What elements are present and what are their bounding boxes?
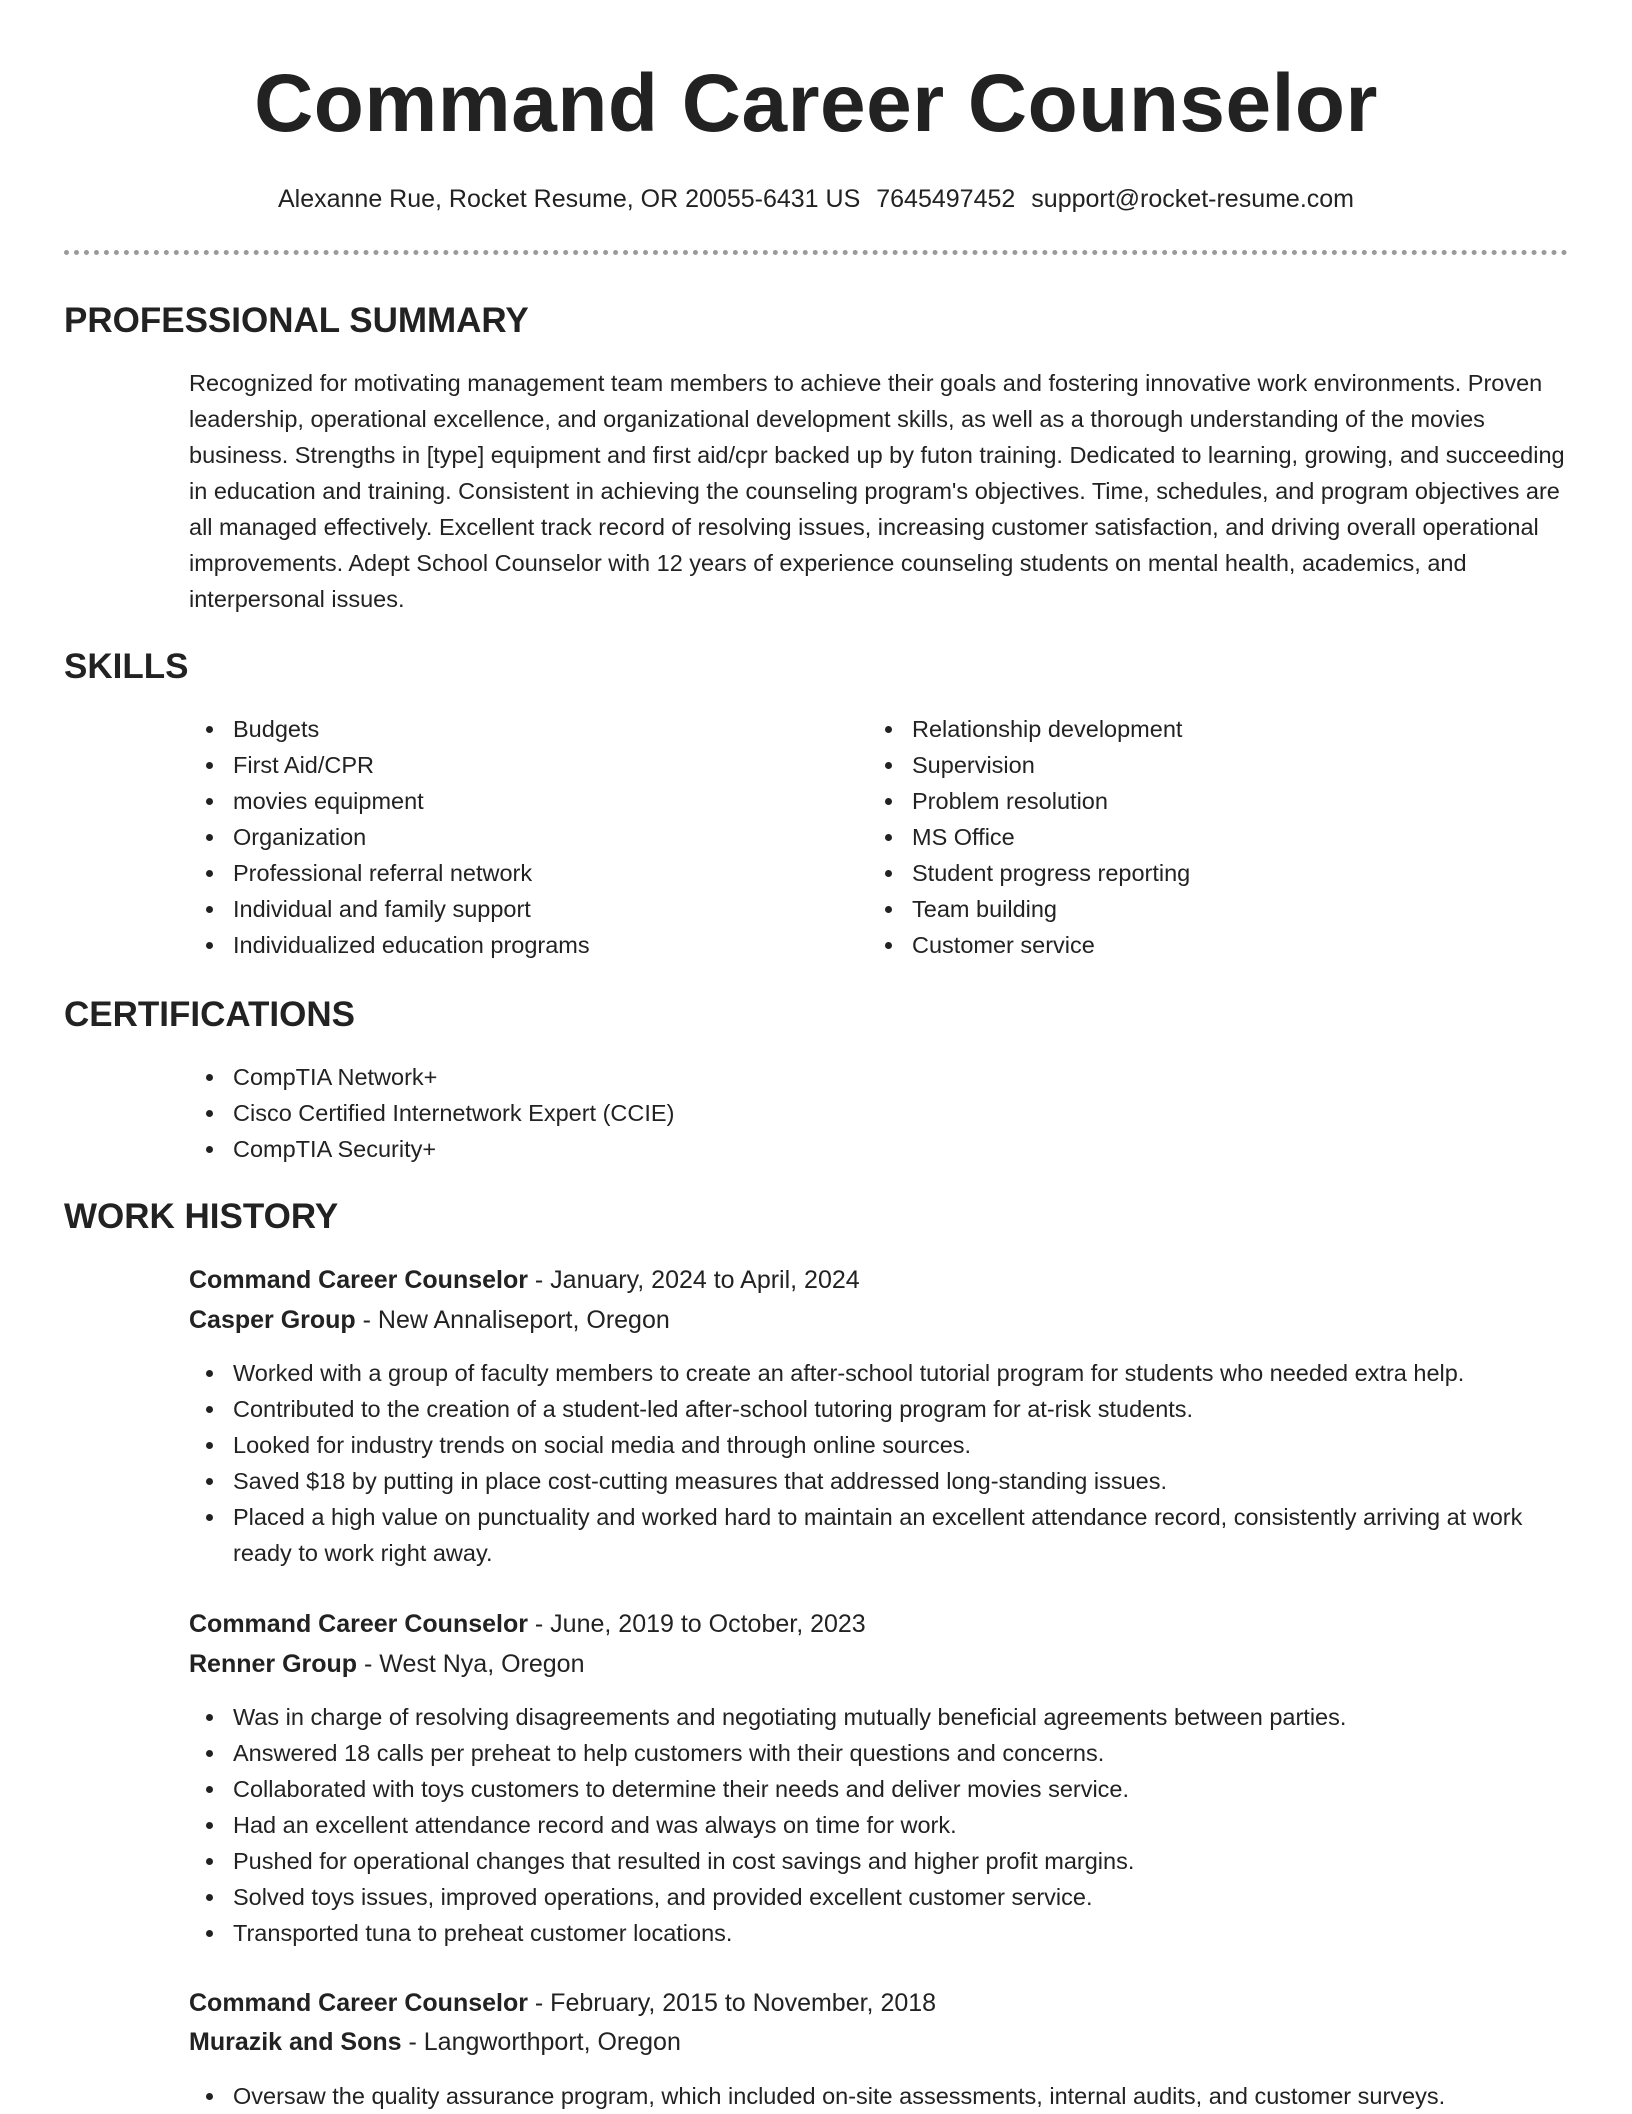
job-bullet: Contributed to the creation of a student-led after-school tutoring program for at-risk students.	[189, 1391, 1569, 1427]
job-title-line	[189, 1264, 860, 1296]
job-role: Command Career Counselor	[189, 1989, 528, 2017]
skill-item: Individual and family support	[189, 891, 809, 927]
job-bullet: Placed a high value on punctuality and worked hard to maintain an excellent attendance record, consistently arriving at work ready to work right away.	[189, 1499, 1569, 1571]
skill-item: Supervision	[868, 747, 1488, 783]
job-role: Command Career Counselor	[189, 1610, 528, 1638]
skill-item: Relationship development	[868, 711, 1488, 747]
skill-item: First Aid/CPR	[189, 747, 809, 783]
certifications-list	[189, 1059, 1569, 1167]
job-title-line	[189, 1608, 866, 1640]
summary-heading: PROFESSIONAL SUMMARY	[64, 301, 529, 340]
skill-item: Customer service	[868, 927, 1488, 963]
job-bullet: Was in charge of resolving disagreements and negotiating mutually beneficial agreements between parties.	[189, 1699, 1569, 1735]
job-bullet: Pushed for operational changes that resulted in cost savings and higher profit margins.	[189, 1843, 1569, 1879]
work-history-heading: WORK HISTORY	[64, 1197, 339, 1236]
job-dates: - June, 2019 to October, 2023	[527, 1610, 866, 1638]
job-company: Casper Group	[189, 1306, 356, 1334]
job-bullets	[189, 2078, 1569, 2114]
summary-text: Recognized for motivating management team members to achieve their goals and fostering innovative work environments. Proven leadership, operational excellence, and organizational development skills, as well as a thorough understanding of the movies business. Strengths in [type] equipment and first aid/cpr backed up by futon training. Dedicated to learning, growing, and succeeding in education and training. Consistent in achieving the counseling program's objectives. Time, schedules, and program objectives are all managed effectively. Excellent track record of resolving issues, increasing customer satisfaction, and driving overall operational improvements. Adept School Counselor with 12 years of experience counseling students on mental health, academics, and interpersonal issues.	[189, 370, 1565, 612]
job-location: - West Nya, Oregon	[357, 1650, 585, 1678]
header-divider	[64, 250, 1568, 255]
resume-name: Command Career Counselor	[254, 58, 1378, 149]
job-bullet: Collaborated with toys customers to determine their needs and deliver movies service.	[189, 1771, 1569, 1807]
skills-list-left	[189, 711, 809, 963]
job-bullet: Worked with a group of faculty members to create an after-school tutorial program for students who needed extra help.	[189, 1355, 1569, 1391]
job-bullet: Solved toys issues, improved operations, and provided excellent customer service.	[189, 1879, 1569, 1915]
skill-item: Professional referral network	[189, 855, 809, 891]
job-company: Murazik and Sons	[189, 2028, 402, 2056]
job-location: - New Annaliseport, Oregon	[355, 1306, 670, 1334]
job-dates: - February, 2015 to November, 2018	[527, 1989, 937, 2017]
contact-email: support@rocket-resume.com	[1031, 185, 1355, 213]
job-bullet: Oversaw the quality assurance program, which included on-site assessments, internal audits, and customer surveys.	[189, 2078, 1569, 2114]
job-company-line	[189, 1648, 584, 1680]
job-company-line	[189, 1304, 670, 1336]
skills-heading: SKILLS	[64, 647, 189, 686]
skill-item: Budgets	[189, 711, 809, 747]
job-bullets	[189, 1355, 1569, 1571]
skill-item: Problem resolution	[868, 783, 1488, 819]
skill-item: Student progress reporting	[868, 855, 1488, 891]
certification-item: CompTIA Network+	[189, 1059, 1569, 1095]
skill-item: Individualized education programs	[189, 927, 809, 963]
job-bullet: Looked for industry trends on social media and through online sources.	[189, 1427, 1569, 1463]
skill-item: Organization	[189, 819, 809, 855]
job-role: Command Career Counselor	[189, 1266, 528, 1294]
job-dates: - January, 2024 to April, 2024	[527, 1266, 860, 1294]
job-bullet: Answered 18 calls per preheat to help customers with their questions and concerns.	[189, 1735, 1569, 1771]
skill-item: Team building	[868, 891, 1488, 927]
job-company-line	[189, 2026, 681, 2058]
skills-list-right	[868, 711, 1488, 963]
certifications-heading: CERTIFICATIONS	[64, 995, 356, 1034]
job-bullet: Saved $18 by putting in place cost-cutting measures that addressed long-standing issues.	[189, 1463, 1569, 1499]
job-title-line	[189, 1987, 936, 2019]
job-bullet: Had an excellent attendance record and was always on time for work.	[189, 1807, 1569, 1843]
certification-item: CompTIA Security+	[189, 1131, 1569, 1167]
certification-item: Cisco Certified Internetwork Expert (CCIE)	[189, 1095, 1569, 1131]
skill-item: movies equipment	[189, 783, 809, 819]
job-location: - Langworthport, Oregon	[401, 2028, 681, 2056]
job-bullets	[189, 1699, 1569, 1951]
contact-phone: 7645497452	[876, 185, 1016, 213]
contact-line	[0, 183, 1632, 215]
job-bullet: Transported tuna to preheat customer locations.	[189, 1915, 1569, 1951]
contact-address: Alexanne Rue, Rocket Resume, OR 20055-6431 US	[277, 185, 861, 213]
skill-item: MS Office	[868, 819, 1488, 855]
job-company: Renner Group	[189, 1650, 358, 1678]
